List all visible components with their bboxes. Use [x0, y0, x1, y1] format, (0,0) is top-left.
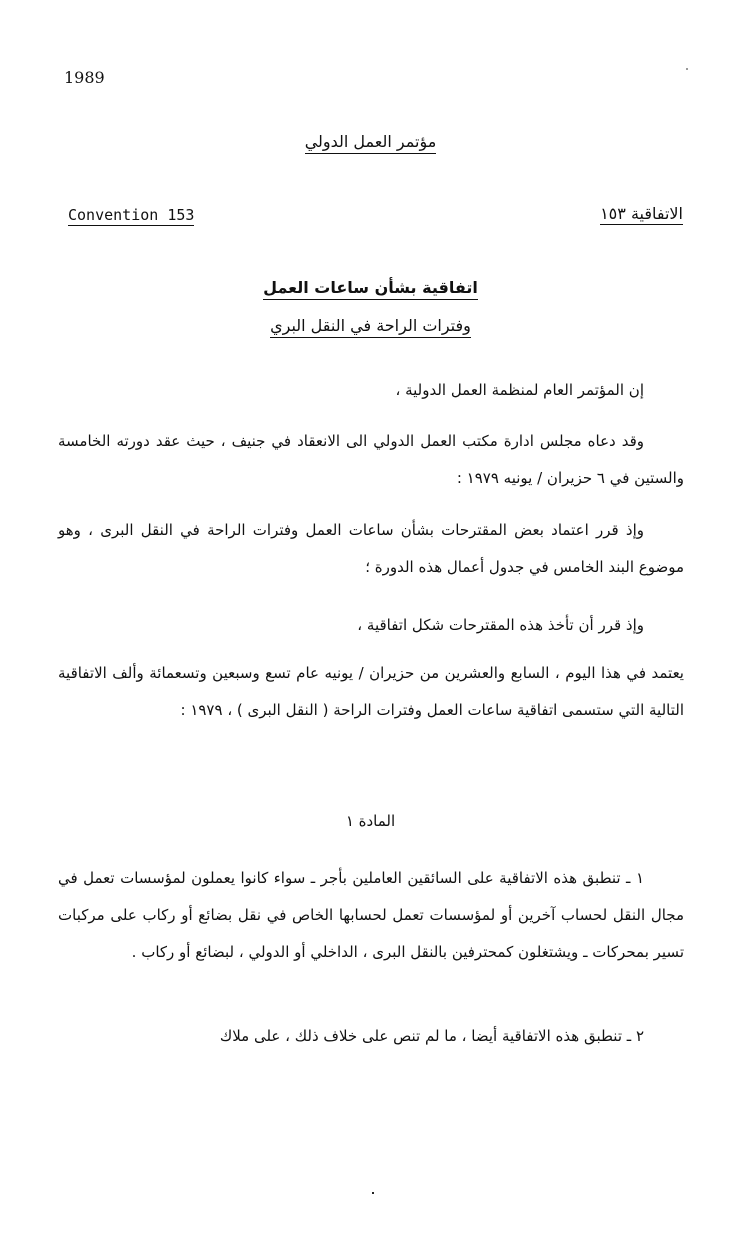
article-paragraph: ٢ ـ تنطبق هذه الاتفاقية أيضا ، ما لم تنص على خلاف ذلك ، على ملاك	[219, 1027, 644, 1045]
preamble-paragraph: وإذ قرر أن تأخذ هذه المقترحات شكل اتفاقية ،	[357, 616, 644, 634]
scan-artifact-dot	[686, 68, 688, 70]
article-heading: المادة ١	[345, 812, 396, 830]
preamble-paragraph: وإذ قرر اعتماد بعض المقترحات بشأن ساعات العمل وفترات الراحة في النقل البرى ، وهو موضوع البند الخامس في جدول أعمال هذه الدورة ؛	[58, 521, 684, 576]
preamble-paragraph: يعتمد في هذا اليوم ، السابع والعشرين من حزيران / يونيه عام تسع وسبعين وتسعمائة وألف الاتفاقية التالية التي ستسمى اتفاقية ساعات العمل وفترات الراحة ( النقل البرى ) ، ١٩٧٩ :	[58, 664, 684, 719]
preamble-paragraph: إن المؤتمر العام لمنظمة العمل الدولية ،	[395, 381, 644, 399]
conference-title	[0, 132, 741, 151]
document-title-line-1-text: اتفاقية بشأن ساعات العمل	[263, 278, 478, 300]
article-paragraph: ١ ـ تنطبق هذه الاتفاقية على السائقين العاملين بأجر ـ سواء كانوا يعملون لمؤسسات تعمل في مجال النقل لحساب آخرين أو لمؤسسات تعمل لحسابها الخاص في نقل بضائع أو ركاب على مركبات تسير بمحركات ـ ويشتغلون كمحترفين بالنقل البرى ، الداخلي أو الدولي ، لبضائع أو ركاب .	[58, 869, 684, 961]
convention-label-ar: الاتفاقية ١٥٣	[600, 204, 683, 223]
convention-label-en: Convention 153	[68, 206, 195, 224]
document-title-line-2	[0, 316, 741, 335]
document-title-line-2-text: وفترات الراحة في النقل البري	[270, 316, 471, 338]
page-year: 1989	[64, 68, 105, 87]
scan-artifact-dot	[372, 1192, 374, 1194]
document-title-line-1	[0, 278, 741, 297]
conference-title-text: مؤتمر العمل الدولي	[305, 132, 437, 154]
preamble-paragraph: وقد دعاه مجلس ادارة مكتب العمل الدولي الى الانعقاد في جنيف ، حيث عقد دورته الخامسة والستين في ٦ حزيران / يونيه ١٩٧٩ :	[58, 432, 684, 487]
